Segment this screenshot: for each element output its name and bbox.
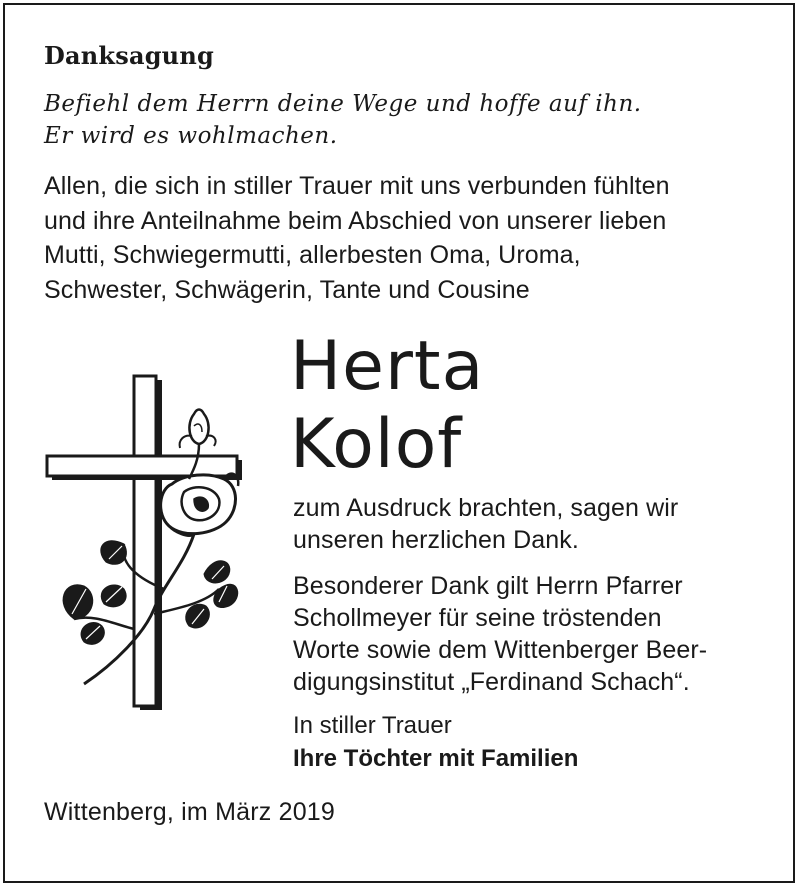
intro-line: Schwester, Schwägerin, Tante und Cousine xyxy=(44,275,530,304)
verse-line: Befiehl dem Herrn deine Wege und hoffe auf ihn. xyxy=(44,91,642,117)
thanks-line: unseren herzlichen Dank. xyxy=(293,526,579,554)
deceased-last-name: Kolof xyxy=(290,405,463,484)
signature: Ihre Töchter mit Familien xyxy=(293,745,579,772)
special-thanks-line: Worte sowie dem Wittenberger Beer- xyxy=(293,636,708,664)
deceased-name xyxy=(290,328,484,484)
intro-line: und ihre Anteilnahme beim Abschied von unserer lieben xyxy=(44,206,667,235)
thanks-text xyxy=(293,492,763,556)
deceased-first-name: Herta xyxy=(290,327,485,406)
thanks-line: zum Ausdruck brachten, sagen wir xyxy=(293,494,679,522)
place-date: Wittenberg, im März 2019 xyxy=(44,798,336,826)
intro-text xyxy=(44,169,764,307)
special-thanks-text xyxy=(293,570,763,698)
bible-verse xyxy=(44,88,642,152)
intro-line: Allen, die sich in stiller Trauer mit uns verbunden fühlten xyxy=(44,172,670,200)
special-thanks-line: Besonderer Dank gilt Herrn Pfarrer xyxy=(293,572,683,600)
cross-icon xyxy=(47,376,242,710)
cross-with-rose-icon xyxy=(44,374,244,714)
verse-line: Er wird es wohlmachen. xyxy=(44,123,338,149)
special-thanks-line: Schollmeyer für seine tröstenden xyxy=(293,604,662,632)
intro-line: Mutti, Schwiegermutti, allerbesten Oma, Uroma, xyxy=(44,241,581,269)
special-thanks-line: digungsinstitut „Ferdinand Schach“. xyxy=(293,668,690,696)
closing-text: In stiller Trauer xyxy=(293,712,452,739)
notice-heading: Danksagung xyxy=(44,41,214,70)
